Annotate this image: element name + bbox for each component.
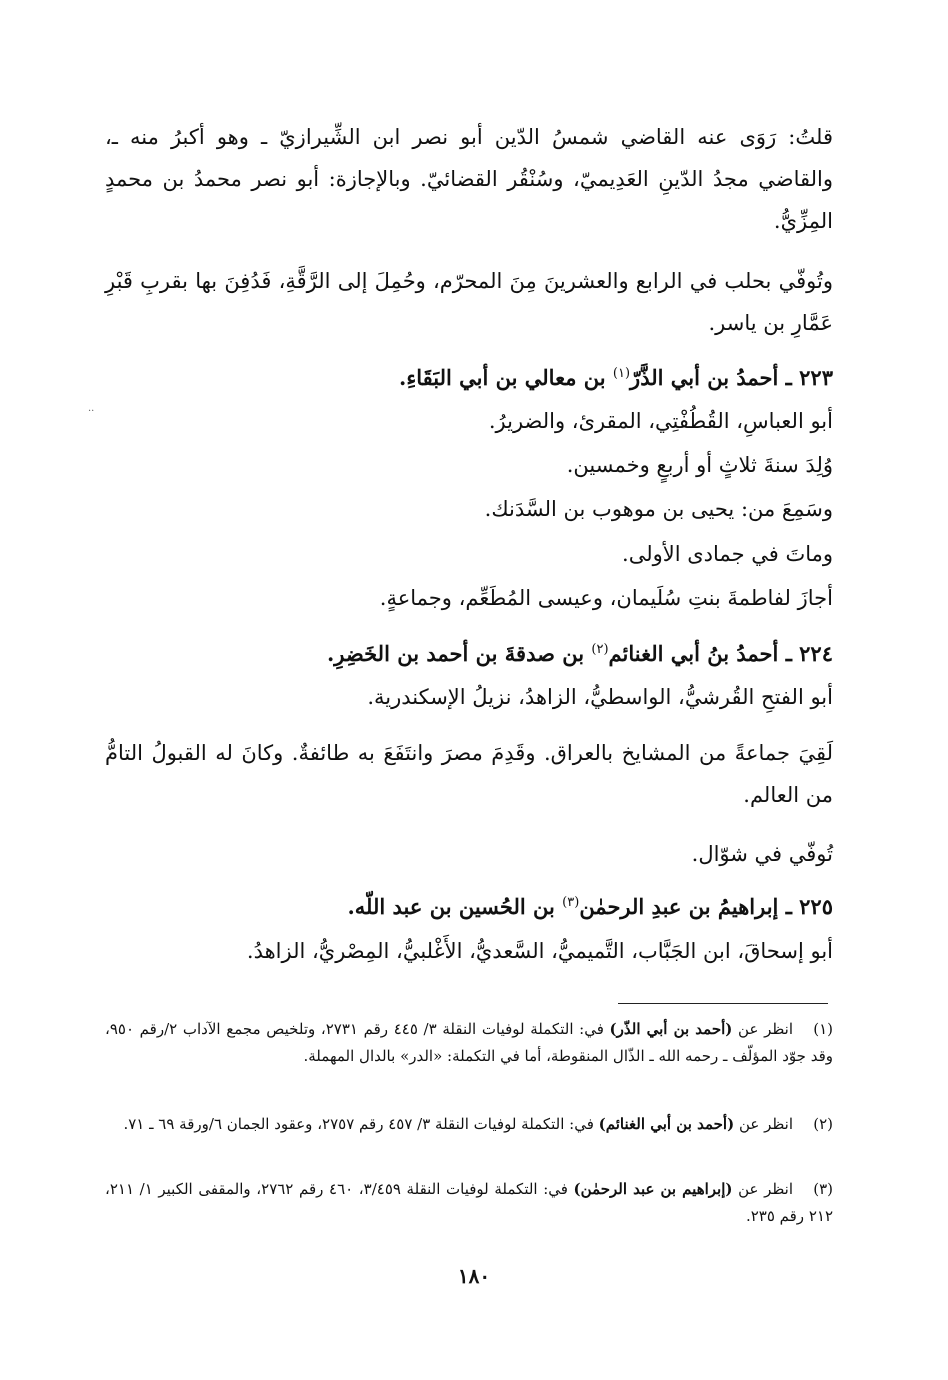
margin-mark: ·· — [88, 406, 95, 417]
footnote-number: (١) — [813, 1020, 834, 1038]
footnote-3: (٣)انظر عن (إبراهيم بن عبد الرحمٰن) في: التكملة لوفيات النقلة ٣/٤٥٩، ٤٦٠ رقم ٢٧٦٢، والمقفى الكبير ١/ ٢١١، ٢١٢ رقم ٢٣٥. — [105, 1176, 833, 1230]
entry-line: وسَمِعَ من: يحيى بن موهوب بن السَّدَنك. — [484, 497, 833, 521]
footnote-number: (٣) — [813, 1180, 834, 1198]
entry-title: ٢٢٣ ـ أحمدُ بن أبي الذَّرّ — [630, 365, 833, 390]
entry-heading-225 — [347, 886, 833, 928]
footnote-ref: (٣) — [562, 895, 580, 910]
footnote-ref: (١) — [612, 366, 631, 381]
footnote-2: (٢)انظر عن (أحمد بن أبي الغنائم) في: التكملة لوفيات النقلة ٣/ ٤٥٧ رقم ٢٧٥٧، وعقود الجمان ٦/ورقة ٦٩ ـ ٧١. — [105, 1111, 833, 1138]
footnote-subject: (إبراهيم بن عبد الرحمٰن) — [573, 1180, 733, 1198]
entry-line: وُلِدَ سنةَ ثلاثٍ أو أربعٍ وخمسين. — [566, 453, 833, 477]
entry-title-rest: بن الحُسين بن عبد اللّه. — [347, 894, 563, 919]
page-number: ١٨٠ — [457, 1264, 491, 1288]
paragraph-entry-224: لَقِيَ جماعةً من المشايخ بالعراق. وقَدِمَ مصرَ وانتَفَعَ به طائفةٌ. وكانَ له القبولُ التامُّ من العالم. — [105, 741, 833, 807]
footnote-1: (١)انظر عن (أحمد بن أبي الذّر) في: التكملة لوفيات النقلة ٣/ ٤٤٥ رقم ٢٧٣١، وتلخيص مجمع الآداب ٢/رقم ٩٥٠، وقد جوّد المؤلّف ـ رحمه الله ـ الذّال المنقوطة، أما في التكملة: «الدر» بالدال المهملة. — [105, 1016, 833, 1070]
footnote-ref: (٢) — [591, 642, 609, 657]
footnote-subject: (أحمد بن أبي الغنائم) — [598, 1115, 735, 1133]
entry-title: ٢٢٤ ـ أحمدُ بنُ أبي الغنائم — [608, 641, 833, 666]
footnote-subject: (أحمد بن أبي الذّر) — [609, 1020, 733, 1038]
entry-line: أجازَ لفاطمةَ بنتِ سُلَيمان، وعيسى المُطَعِّم، وجماعةٍ. — [379, 586, 833, 610]
paragraph-death: وتُوفّي بحلب في الرابع والعشرينَ مِنَ المحرّم، وحُمِلَ إلى الرَّقَّةِ، فَدُفِنَ بها بقربِ قَبْرِ عَمَّارِ بن ياسر. — [105, 269, 833, 335]
entry-line: أبو إسحاقَ، ابن الجَبَّاب، التَّميميُّ، السَّعديُّ، الأَغْلبيُّ، المِصْريُّ، الزاهدُ. — [246, 939, 833, 963]
entry-line: أبو الفتحِ القُرشيُّ، الواسطيُّ، الزاهدُ، نزيلُ الإسكندرية. — [367, 685, 833, 709]
entry-title-rest: بن معالي بن أبي البَقَاءِ. — [399, 365, 613, 390]
paragraph-narration: قلتُ: رَوَى عنه القاضي شمسُ الدّين أبو نصر ابن الشِّيرازيّ ـ وهو أكبرُ منه ـ، والقاضي مجدُ الدّينِ العَدِيميّ، وسُنْقُر القضائيّ. وبالإجازة: أبو نصر محمدُ بن محمدٍ المِزِّيُّ. — [105, 125, 833, 233]
footnote-separator — [618, 1003, 828, 1004]
entry-heading-224 — [327, 633, 833, 675]
entry-title-rest: بن صدقةَ بن أحمد بن الخَضِرِ. — [327, 641, 592, 666]
entry-line: أبو العباسِ، القُطُفْتِي، المقرئ، والضريرُ. — [488, 409, 833, 433]
entry-line: وماتَ في جمادى الأولى. — [622, 542, 833, 566]
footnote-number: (٢) — [813, 1115, 833, 1133]
entry-heading-223 — [399, 357, 833, 399]
entry-line: تُوفّي في شوّال. — [691, 842, 833, 866]
entry-title: ٢٢٥ ـ إبراهيمُ بن عبدِ الرحمٰن — [579, 894, 833, 919]
